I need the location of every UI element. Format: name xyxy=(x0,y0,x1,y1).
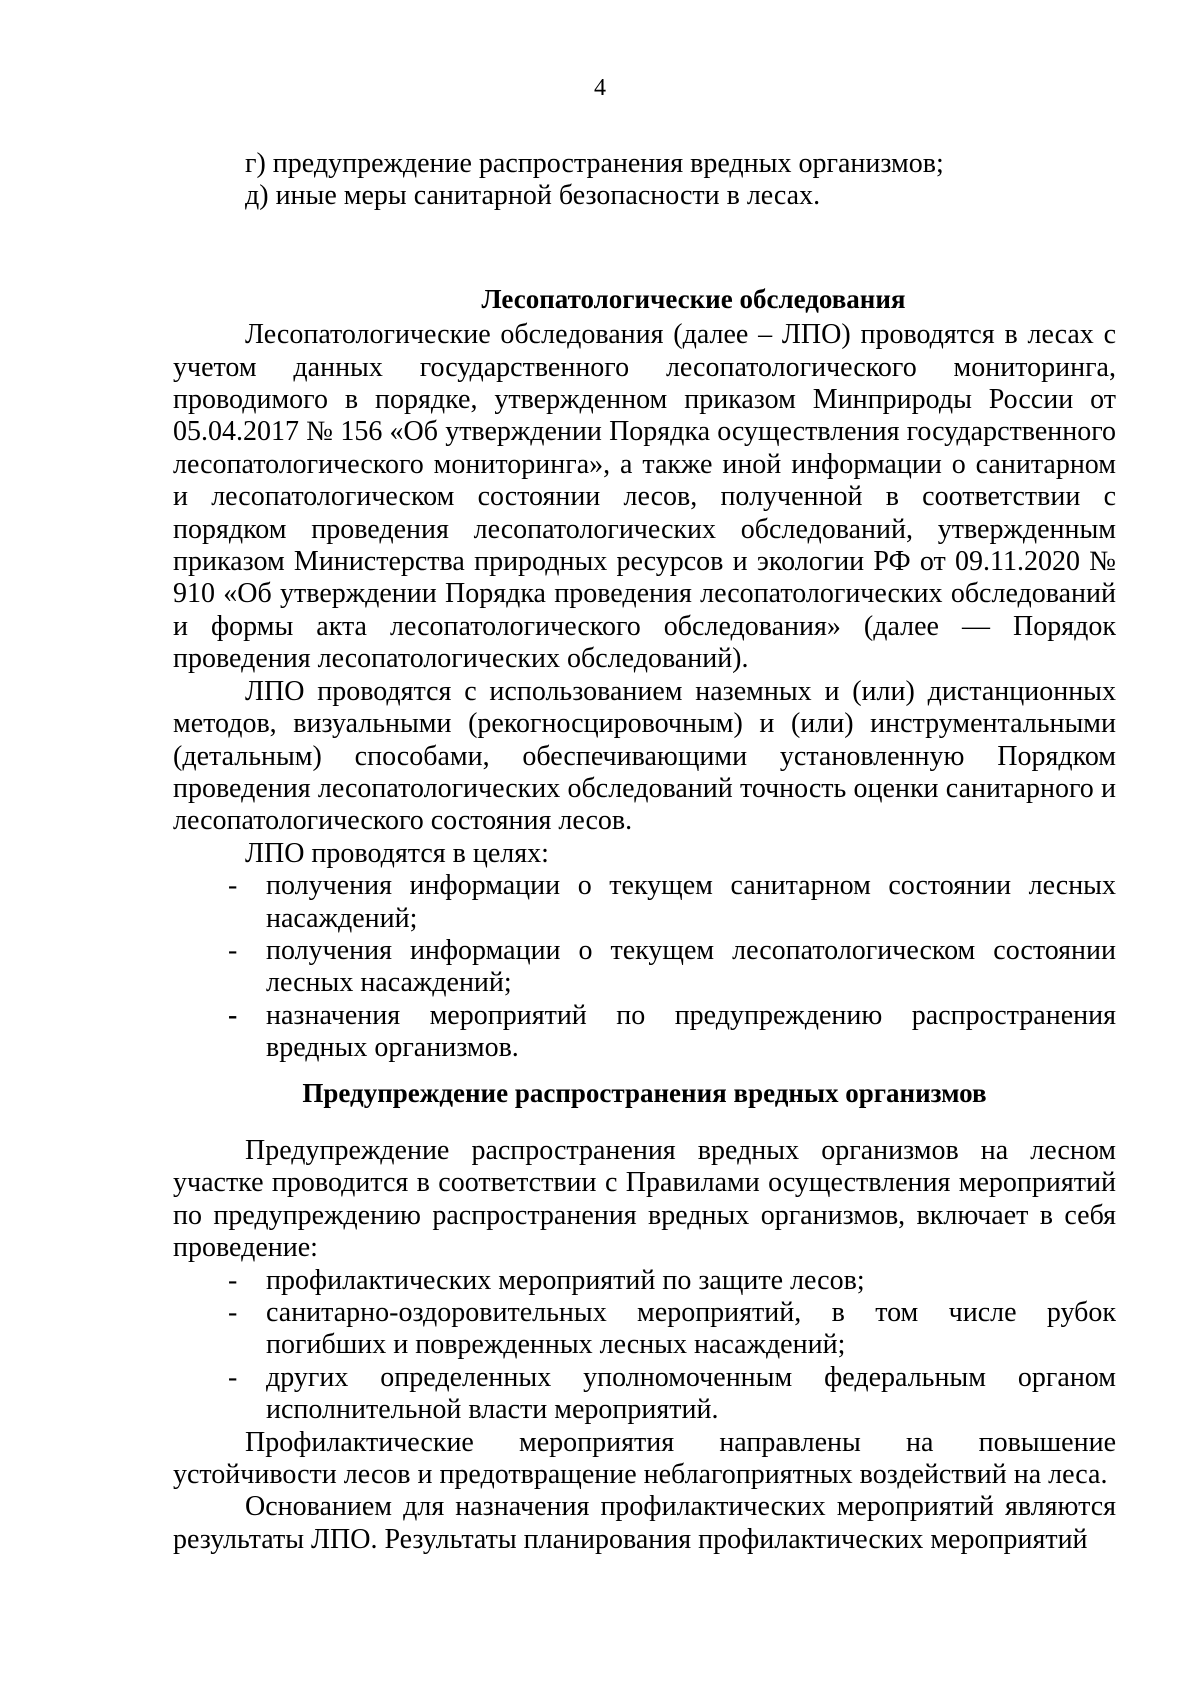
paragraph: Профилактические мероприятия направлены на повышение устойчивости лесов и предотвращение неблагоприятных воздействий на леса. xyxy=(173,1426,1116,1491)
bullet-text: назначения мероприятий по предупреждению распространения вредных организмов. xyxy=(266,999,1116,1064)
bullet-item xyxy=(173,1265,1116,1297)
bullet-text: санитарно-оздоровительных мероприятий, в том числе рубок погибших и поврежденных лесных насаждений; xyxy=(266,1297,1116,1361)
section-heading-forest-pathology-surveys: Лесопатологические обследования xyxy=(481,283,906,314)
page-number: 4 xyxy=(594,75,606,101)
dash-marker: - xyxy=(228,1264,238,1296)
bullet-item xyxy=(173,1362,1116,1427)
dash-marker: - xyxy=(228,870,238,902)
bullet-text: других определенных уполномоченным федеральным органом исполнительной власти мероприятий. xyxy=(266,1361,1116,1426)
dash-marker: - xyxy=(228,934,238,966)
bullet-item xyxy=(173,1297,1116,1362)
bullet-text: профилактических мероприятий по защите лесов; xyxy=(266,1264,865,1296)
bullet-item xyxy=(173,935,1116,1000)
list-item: г) предупреждение распространения вредных организмов; xyxy=(245,148,944,179)
bullet-item xyxy=(173,870,1116,935)
bullet-item xyxy=(173,1000,1116,1065)
dash-marker: - xyxy=(228,999,238,1031)
bullet-text: получения информации о текущем санитарном состоянии лесных насаждений; xyxy=(266,870,1116,934)
page-content xyxy=(173,148,1116,1556)
dash-marker: - xyxy=(228,1297,238,1328)
dash-marker: - xyxy=(228,1361,238,1393)
paragraph: Лесопатологические обследования (далее – ЛПО) проводятся в лесах с учетом данных государственного лесопатологического мониторинга, проводимого в порядке, утвержденном приказом Минприроды России от 05.04.2017 № 156 «Об утверждении Порядка осуществления государственного лесопатологического мониторинга», а также иной информации о санитарном и лесопатологическом состоянии лесов, полученной в соответствии с порядком проведения лесопатологических обследований, утвержденным приказом Министерства природных ресурсов и экологии РФ от 09.11.2020 № 910 «Об утверждении Порядка проведения лесопатологических обследований и формы акта лесопатологического обследования» (далее — Порядок проведения лесопатологических обследований). xyxy=(173,319,1116,675)
paragraph: Основанием для назначения профилактических мероприятий являются результаты ЛПО. Результаты планирования профилактических мероприятий xyxy=(173,1491,1116,1555)
paragraph: Предупреждение распространения вредных организмов на лесном участке проводится в соответствии с Правилами осуществления мероприятий по предупреждению распространения вредных организмов, включает в себя проведение: xyxy=(173,1134,1116,1264)
paragraph: ЛПО проводятся в целях: xyxy=(245,837,549,869)
bullet-text: получения информации о текущем лесопатологическом состоянии лесных насаждений; xyxy=(266,934,1116,999)
section-heading-pest-spread-prevention: Предупреждение распространения вредных организмов xyxy=(302,1077,987,1108)
paragraph: ЛПО проводятся с использованием наземных и (или) дистанционных методов, визуальными (рекогносцировочным) и (или) инструментальными (детальным) способами, обеспечивающими установленную Порядком проведения лесопатологических обследований точность оценки санитарного и лесопатологического состояния лесов. xyxy=(173,675,1116,837)
list-item: д) иные меры санитарной безопасности в лесах. xyxy=(245,180,821,212)
